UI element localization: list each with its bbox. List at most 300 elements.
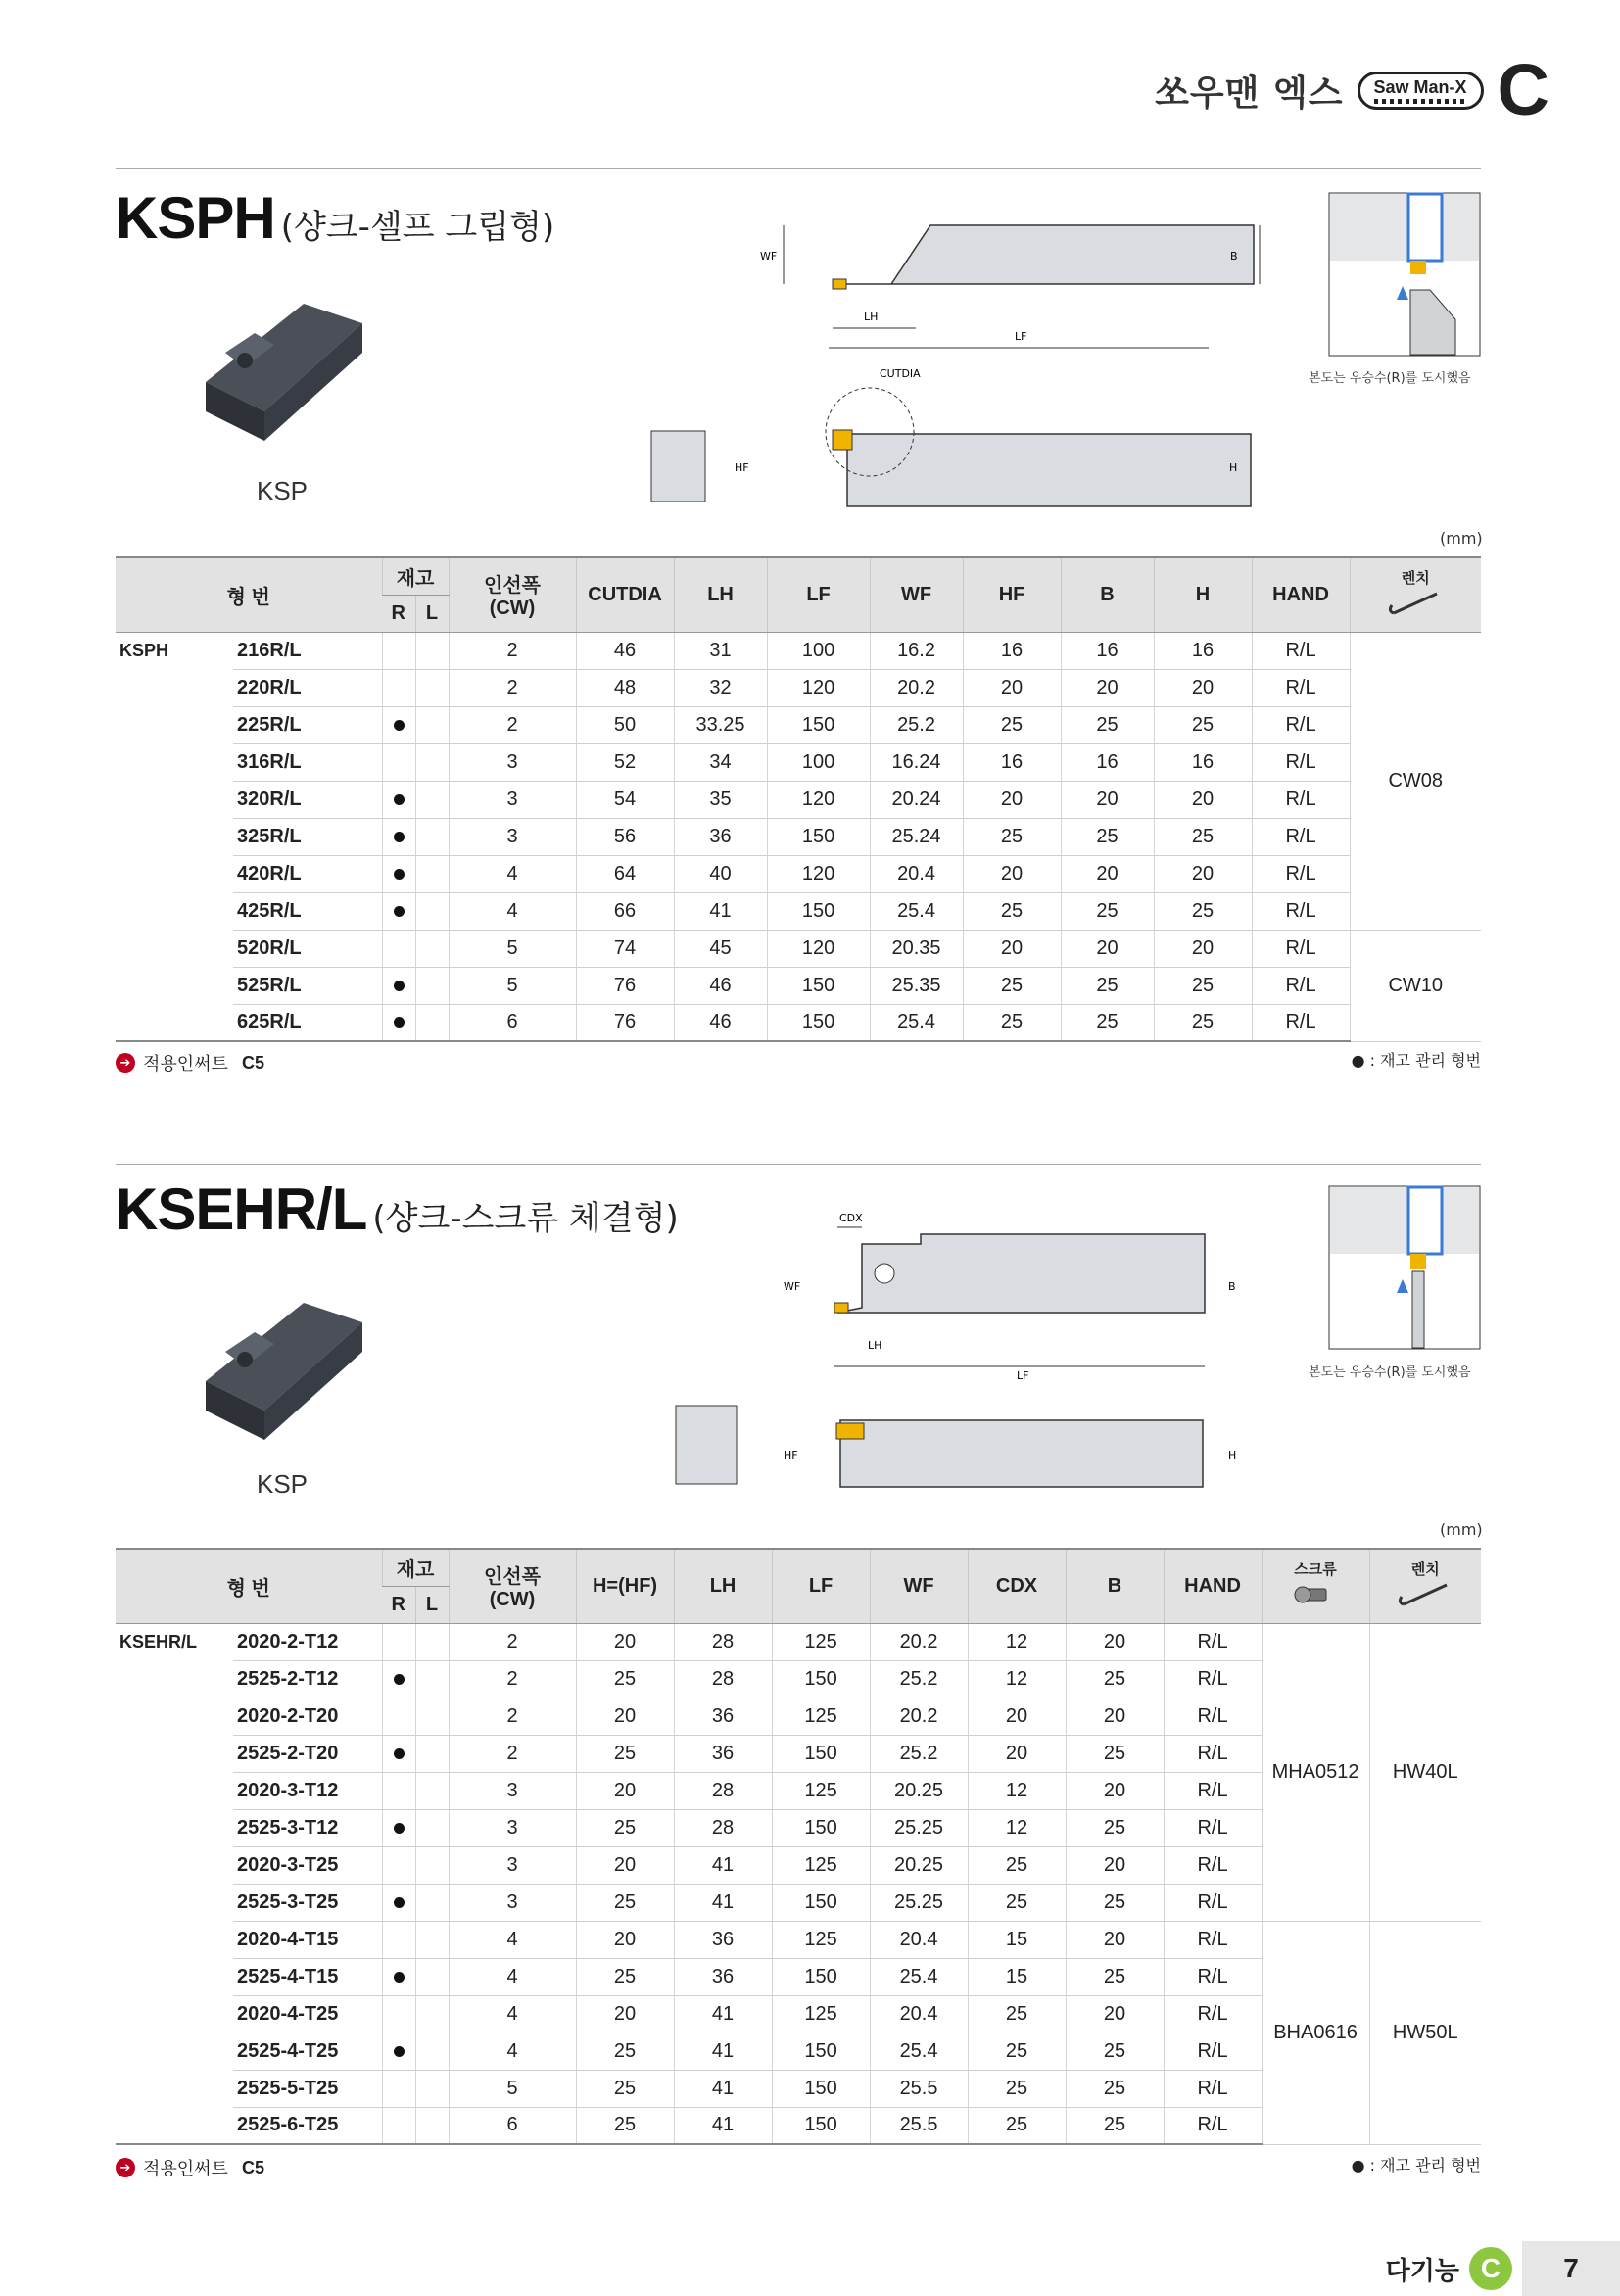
cutting-width: 4 (449, 2033, 576, 2070)
cell-value: 46 (674, 1004, 767, 1041)
table-row (116, 1921, 1481, 1958)
stock-r (382, 706, 415, 743)
model-prefix (116, 1921, 233, 1958)
wrench-icon (1396, 1579, 1454, 1608)
cell-value: 48 (576, 669, 674, 706)
stock-r (382, 967, 415, 1004)
stock-l (415, 1735, 449, 1772)
cell-value: 20 (1061, 930, 1154, 967)
cell-value: 25 (576, 2070, 674, 2107)
cell-value: 15 (968, 1921, 1066, 1958)
model-code: 320R/L (233, 781, 382, 818)
stock-l (415, 743, 449, 781)
stock-r (382, 1698, 415, 1735)
cutting-width: 2 (449, 1735, 576, 1772)
cell-value: 25 (576, 1884, 674, 1921)
cell-value: 25 (963, 818, 1061, 855)
cell-value: 25.2 (870, 706, 963, 743)
model-prefix (116, 1958, 233, 1995)
stock-l (415, 1884, 449, 1921)
screw-icon (1291, 1579, 1340, 1608)
cell-value: 25 (968, 2070, 1066, 2107)
cell-value: 25 (576, 1735, 674, 1772)
cell-value: 25 (1154, 706, 1252, 743)
cell-value: 41 (674, 1884, 772, 1921)
stock-dot (394, 832, 405, 842)
cell-value: 20.2 (870, 669, 963, 706)
model-code: 2525-6-T25 (233, 2107, 382, 2144)
cell-value: 36 (674, 818, 767, 855)
cell-value: 20 (1061, 855, 1154, 892)
cell-value: 36 (674, 1735, 772, 1772)
screw-header: 스크류 (1294, 1560, 1337, 1578)
stock-r (382, 743, 415, 781)
cell-value: 16 (1154, 743, 1252, 781)
cell-value: 20 (963, 855, 1061, 892)
cell-value: 25.4 (870, 1958, 968, 1995)
model-prefix (116, 1772, 233, 1809)
application-sketch-ksehr (1328, 1185, 1481, 1350)
cell-value: 20.4 (870, 855, 963, 892)
cell-value: 150 (772, 1884, 870, 1921)
applicable-insert-ref[interactable]: ➔ 적용인써트 C5 (116, 2155, 264, 2180)
cell-value: 28 (674, 1772, 772, 1809)
saw-man-x-logo: Saw Man-X (1358, 72, 1484, 110)
stock-r (382, 1958, 415, 1995)
cell-value: 125 (772, 1995, 870, 2033)
table-row (116, 967, 1481, 1004)
cell-value: 20.25 (870, 1772, 968, 1809)
cell-value: 25 (963, 1004, 1061, 1041)
unit-label: (mm) (1440, 1520, 1483, 1539)
stock-dot (394, 869, 405, 880)
cell-value: 25.24 (870, 818, 963, 855)
arrow-right-icon: ➔ (116, 1053, 135, 1073)
stock-l (415, 1995, 449, 2033)
cell-value: 25 (963, 967, 1061, 1004)
cutting-width: 3 (449, 1846, 576, 1884)
stock-l (415, 1809, 449, 1846)
cutting-width: 4 (449, 1958, 576, 1995)
cell-value: 150 (772, 1809, 870, 1846)
model-prefix (116, 781, 233, 818)
stock-legend: ● : 재고 관리 형번 (1351, 2156, 1481, 2175)
svg-text:B: B (1230, 250, 1238, 263)
stock-r (382, 1995, 415, 2033)
stock-l (415, 1772, 449, 1809)
cell-value: 25.25 (870, 1884, 968, 1921)
cell-value: 41 (674, 2070, 772, 2107)
cell-value: 32 (674, 669, 767, 706)
model-prefix (116, 2070, 233, 2107)
wrench-value: HW50L (1369, 1921, 1481, 2144)
cell-value: 46 (576, 632, 674, 669)
cell-value: 25 (1061, 818, 1154, 855)
cell-value: 125 (772, 1921, 870, 1958)
svg-text:LF: LF (1017, 1369, 1029, 1382)
cell-value: 15 (968, 1958, 1066, 1995)
stock-r (382, 632, 415, 669)
cell-value: 25 (1066, 2107, 1164, 2144)
stock-l (415, 632, 449, 669)
cutting-width: 4 (449, 1995, 576, 2033)
cell-value: 20 (1154, 855, 1252, 892)
cutting-width: 5 (449, 967, 576, 1004)
cell-value: R/L (1252, 781, 1350, 818)
cell-value: R/L (1164, 1846, 1262, 1884)
cell-value: 16 (1061, 743, 1154, 781)
cutting-width: 2 (449, 632, 576, 669)
cell-value: 150 (772, 1660, 870, 1698)
cell-value: 36 (674, 1921, 772, 1958)
cell-value: 36 (674, 1698, 772, 1735)
stock-l (415, 1004, 449, 1041)
model-prefix (116, 2107, 233, 2144)
stock-r (382, 2070, 415, 2107)
cell-value: R/L (1252, 706, 1350, 743)
cell-value: 34 (674, 743, 767, 781)
cell-value: R/L (1252, 743, 1350, 781)
stock-l (415, 2070, 449, 2107)
screw-value: MHA0512 (1262, 1623, 1369, 1921)
tool-diagram-ksph (735, 211, 1283, 514)
stock-r (382, 818, 415, 855)
cutting-width: 4 (449, 1921, 576, 1958)
cell-value: 25.35 (870, 967, 963, 1004)
table-row (116, 818, 1481, 855)
cutting-width: 4 (449, 892, 576, 930)
cell-value: 20 (576, 1772, 674, 1809)
cell-value: 20 (1066, 1623, 1164, 1660)
cell-value: 20.24 (870, 781, 963, 818)
divider (116, 1164, 1481, 1165)
cell-value: 25 (968, 1884, 1066, 1921)
cell-value: 150 (767, 818, 870, 855)
stock-r (382, 1735, 415, 1772)
cell-value: 16.24 (870, 743, 963, 781)
cell-value: 31 (674, 632, 767, 669)
cell-value: R/L (1164, 2070, 1262, 2107)
stock-r (382, 1884, 415, 1921)
cell-value: R/L (1252, 967, 1350, 1004)
wrench-value: HW40L (1369, 1623, 1481, 1921)
table-row (116, 1623, 1481, 1660)
stock-l (415, 781, 449, 818)
cell-value: 125 (772, 1772, 870, 1809)
cell-value: 25.25 (870, 1809, 968, 1846)
cell-value: 20 (1066, 1921, 1164, 1958)
insert-label: KSP (257, 476, 309, 505)
cell-value: R/L (1164, 1884, 1262, 1921)
model-prefix: KSEHR/L (119, 1631, 198, 1651)
model-code: 2020-2-T20 (233, 1698, 382, 1735)
cell-value: R/L (1252, 1004, 1350, 1041)
model-code: 2525-4-T15 (233, 1958, 382, 1995)
wrench-value: CW08 (1350, 632, 1481, 930)
application-sketch-ksph (1328, 192, 1481, 357)
model-code: 2525-4-T25 (233, 2033, 382, 2070)
cell-value: 120 (767, 855, 870, 892)
spec-table-ksph: 형 번 재고 인선폭 (CW) CUTDIA LH LF WF HF B H HAND 렌치 R L KSPH 216R/L 2 46 31 100 16.2 16 16 16 R/L CW08 220R/L 2 48 32 120 20.2 20 20 20 R/L 225R/L 2 50 33.25 150 25.2 25 25 25 R/L 316R/L 3 52 34 100 16.24 16 16 16 R/L 320R/L 3 54 35 120 20.24 20 20 20 R/L 325R/L 3 56 36 150 25.24 25 25 25 R/L 420R/L 4 64 40 120 20.4 20 20 20 R/L 425R/L 4 66 41 150 25.4 25 25 25 R/L 520R/L 5 74 45 120 20.35 20 20 20 R/L CW10 525R/L 5 76 46 150 25.35 25 25 25 R/L 625R/L 6 76 46 150 25.4 25 25 25 R/L (116, 556, 1481, 1042)
stock-l (415, 930, 449, 967)
stock-r (382, 1623, 415, 1660)
cell-value: R/L (1164, 1698, 1262, 1735)
stock-l (415, 2107, 449, 2144)
cell-value: 100 (767, 632, 870, 669)
stock-r (382, 2107, 415, 2144)
cell-value: 12 (968, 1809, 1066, 1846)
wrench-value: CW10 (1350, 930, 1481, 1041)
cell-value: R/L (1164, 1921, 1262, 1958)
stock-r (382, 1921, 415, 1958)
cell-value: 45 (674, 930, 767, 967)
model-code: 2020-2-T12 (233, 1623, 382, 1660)
cell-value: 20 (576, 1921, 674, 1958)
cell-value: 25 (963, 892, 1061, 930)
model-prefix (116, 1809, 233, 1846)
model-prefix (116, 706, 233, 743)
model-prefix (116, 1004, 233, 1041)
wrench-header: 렌치 (1401, 569, 1430, 587)
model-prefix (116, 1995, 233, 2033)
divider (116, 168, 1481, 169)
wrench-icon (1386, 588, 1445, 617)
page-number: 7 (1522, 2241, 1620, 2296)
cutting-width: 2 (449, 1698, 576, 1735)
model-code: 2525-3-T25 (233, 1884, 382, 1921)
cutting-width: 3 (449, 743, 576, 781)
stock-r (382, 1809, 415, 1846)
model-code: 216R/L (233, 632, 382, 669)
cell-value: 20 (1061, 669, 1154, 706)
cell-value: 20 (1154, 669, 1252, 706)
model-code: 2020-4-T15 (233, 1921, 382, 1958)
cell-value: 20 (576, 1698, 674, 1735)
cell-value: 25.4 (870, 892, 963, 930)
cell-value: R/L (1252, 669, 1350, 706)
cell-value: 20 (1066, 1772, 1164, 1809)
model-prefix (116, 1698, 233, 1735)
stock-dot (394, 794, 405, 805)
cell-value: R/L (1164, 2107, 1262, 2144)
cell-value: 100 (767, 743, 870, 781)
stock-r (382, 930, 415, 967)
table-row (116, 669, 1481, 706)
cell-value: 36 (674, 1958, 772, 1995)
cell-value: R/L (1164, 1809, 1262, 1846)
cell-value: 25 (1061, 706, 1154, 743)
cell-value: 20 (1154, 930, 1252, 967)
model-prefix (116, 1735, 233, 1772)
applicable-insert-ref[interactable]: ➔ 적용인써트 C5 (116, 1050, 264, 1076)
cell-value: 150 (767, 967, 870, 1004)
table-row (116, 930, 1481, 967)
wrench-header: 렌치 (1410, 1560, 1440, 1578)
stock-l (415, 2033, 449, 2070)
svg-text:H: H (1229, 461, 1238, 474)
svg-text:LH: LH (868, 1339, 882, 1352)
cell-value: 35 (674, 781, 767, 818)
cell-value: R/L (1164, 1995, 1262, 2033)
cell-value: 25 (968, 2107, 1066, 2144)
stock-l (415, 1958, 449, 1995)
table-row (116, 892, 1481, 930)
cell-value: 20.25 (870, 1846, 968, 1884)
cell-value: 25 (576, 1958, 674, 1995)
cutting-width: 2 (449, 669, 576, 706)
cell-value: 20 (1066, 1698, 1164, 1735)
model-code: 2525-5-T25 (233, 2070, 382, 2107)
cell-value: 56 (576, 818, 674, 855)
cell-value: 25 (576, 2033, 674, 2070)
cutting-width: 3 (449, 1772, 576, 1809)
cell-value: 12 (968, 1660, 1066, 1698)
cell-value: 12 (968, 1772, 1066, 1809)
svg-text:WF: WF (760, 250, 778, 263)
cell-value: 20 (576, 1995, 674, 2033)
cutting-width: 4 (449, 855, 576, 892)
model-prefix (116, 930, 233, 967)
cutting-width: 3 (449, 1809, 576, 1846)
stock-dot (394, 1972, 405, 1983)
cell-value: R/L (1252, 930, 1350, 967)
cell-value: 74 (576, 930, 674, 967)
cell-value: 20 (963, 930, 1061, 967)
cell-value: 20 (968, 1735, 1066, 1772)
svg-text:HF: HF (784, 1449, 798, 1461)
svg-text:CDX: CDX (839, 1212, 863, 1224)
cell-value: 20 (1061, 781, 1154, 818)
stock-l (415, 892, 449, 930)
stock-legend: ● : 재고 관리 형번 (1351, 1051, 1481, 1070)
cutting-width: 5 (449, 2070, 576, 2107)
cell-value: 20 (576, 1623, 674, 1660)
stock-l (415, 967, 449, 1004)
cell-value: R/L (1252, 892, 1350, 930)
model-prefix (116, 818, 233, 855)
cell-value: 150 (767, 1004, 870, 1041)
cell-value: 20 (963, 669, 1061, 706)
stock-l (415, 818, 449, 855)
cell-value: 125 (772, 1846, 870, 1884)
model-code: 220R/L (233, 669, 382, 706)
section-title-ksehr: KSEHR/L (샹크-스크류 체결형) (116, 1176, 679, 1242)
cell-value: 150 (772, 2107, 870, 2144)
model-code: 2020-3-T25 (233, 1846, 382, 1884)
cutting-width: 5 (449, 930, 576, 967)
cell-value: 64 (576, 855, 674, 892)
cell-value: 28 (674, 1660, 772, 1698)
svg-text:HF: HF (735, 461, 749, 474)
model-prefix (116, 855, 233, 892)
cell-value: 25 (1066, 1958, 1164, 1995)
cell-value: 25 (1066, 2070, 1164, 2107)
model-code: 520R/L (233, 930, 382, 967)
model-code: 2525-2-T20 (233, 1735, 382, 1772)
model-prefix: KSPH (119, 640, 169, 660)
insert-image-ksp (186, 284, 382, 460)
model-prefix (116, 967, 233, 1004)
cutting-width: 3 (449, 818, 576, 855)
cell-value: 150 (772, 2070, 870, 2107)
cell-value: 20 (1154, 781, 1252, 818)
cell-value: 20.35 (870, 930, 963, 967)
cell-value: 40 (674, 855, 767, 892)
cell-value: 16 (1061, 632, 1154, 669)
cell-value: 76 (576, 967, 674, 1004)
cell-value: 25 (963, 706, 1061, 743)
svg-text:CUTDIA: CUTDIA (880, 367, 921, 380)
cell-value: 150 (772, 1958, 870, 1995)
cutting-width: 6 (449, 1004, 576, 1041)
cell-value: 20 (1066, 1995, 1164, 2033)
model-code: 2020-4-T25 (233, 1995, 382, 2033)
stock-r (382, 781, 415, 818)
cell-value: 25 (1066, 2033, 1164, 2070)
stock-dot (394, 1897, 405, 1908)
stock-l (415, 855, 449, 892)
cell-value: 12 (968, 1623, 1066, 1660)
svg-text:LH: LH (864, 311, 879, 323)
cell-value: 41 (674, 2033, 772, 2070)
cell-value: 150 (772, 1735, 870, 1772)
cell-value: 25 (968, 1846, 1066, 1884)
model-code: 425R/L (233, 892, 382, 930)
section-letter: C (1497, 49, 1549, 130)
stock-dot (394, 720, 405, 731)
cell-value: 25 (1154, 818, 1252, 855)
cell-value: 33.25 (674, 706, 767, 743)
stock-dot (394, 981, 405, 991)
stock-r (382, 1660, 415, 1698)
cell-value: 41 (674, 1995, 772, 2033)
cell-value: 25.4 (870, 1004, 963, 1041)
page-footer (1386, 2241, 1620, 2296)
stock-dot (394, 906, 405, 917)
cell-value: R/L (1252, 632, 1350, 669)
cell-value: 25 (1154, 967, 1252, 1004)
cell-value: R/L (1252, 818, 1350, 855)
cell-value: 25 (576, 1809, 674, 1846)
cell-value: 25.2 (870, 1660, 968, 1698)
tool-diagram-ksehr (784, 1210, 1283, 1494)
cell-value: 25 (968, 2033, 1066, 2070)
model-prefix (116, 1846, 233, 1884)
cell-value: 25 (1066, 1660, 1164, 1698)
stock-dot (394, 1823, 405, 1834)
cell-value: 150 (772, 2033, 870, 2070)
stock-r (382, 2033, 415, 2070)
section-title-ksph: KSPH (샹크-셀프 그립형) (116, 185, 555, 251)
stock-dot (394, 1674, 405, 1685)
cell-value: 25 (1061, 892, 1154, 930)
cutting-width: 2 (449, 706, 576, 743)
cutting-width: 6 (449, 2107, 576, 2144)
stock-l (415, 706, 449, 743)
cell-value: 25 (1066, 1809, 1164, 1846)
cell-value: 54 (576, 781, 674, 818)
model-prefix (116, 892, 233, 930)
cell-value: R/L (1164, 2033, 1262, 2070)
stock-l (415, 1698, 449, 1735)
cell-value: 120 (767, 930, 870, 967)
stock-l (415, 1660, 449, 1698)
table-row (116, 632, 1481, 669)
table-row (116, 706, 1481, 743)
cell-value: R/L (1164, 1958, 1262, 1995)
model-code: 625R/L (233, 1004, 382, 1041)
cell-value: 25 (1061, 1004, 1154, 1041)
